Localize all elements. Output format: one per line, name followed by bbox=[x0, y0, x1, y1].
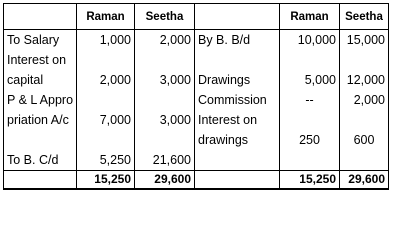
row-credit-particular: Drawings bbox=[195, 70, 280, 90]
row-credit-raman: 5,000 bbox=[280, 70, 340, 90]
header-seetha-left: Seetha bbox=[135, 4, 195, 30]
row-debit-particular: priation A/c bbox=[4, 110, 77, 130]
table-row bbox=[4, 150, 389, 171]
total-debit-raman: 15,250 bbox=[77, 171, 135, 190]
table-row bbox=[4, 30, 389, 51]
row-debit-particular: capital bbox=[4, 70, 77, 90]
total-debit-particular bbox=[4, 171, 77, 190]
header-row bbox=[4, 4, 389, 30]
table-row bbox=[4, 70, 389, 90]
table-row bbox=[4, 110, 389, 130]
row-credit-raman: -- bbox=[280, 90, 340, 110]
row-debit-raman: 1,000 bbox=[77, 30, 135, 51]
row-debit-raman bbox=[77, 50, 135, 70]
total-debit-seetha: 29,600 bbox=[135, 171, 195, 190]
row-credit-seetha: 2,000 bbox=[340, 90, 389, 110]
row-debit-seetha: 3,000 bbox=[135, 110, 195, 130]
row-credit-seetha: 600 bbox=[340, 130, 389, 150]
row-debit-raman bbox=[77, 130, 135, 150]
row-credit-seetha: 15,000 bbox=[340, 30, 389, 51]
row-debit-particular: Interest on bbox=[4, 50, 77, 70]
row-credit-seetha bbox=[340, 150, 389, 171]
row-debit-raman: 2,000 bbox=[77, 70, 135, 90]
header-particulars-left bbox=[4, 4, 77, 30]
row-debit-seetha: 21,600 bbox=[135, 150, 195, 171]
row-credit-seetha bbox=[340, 50, 389, 70]
row-credit-particular: By B. B/d bbox=[195, 30, 280, 51]
row-debit-seetha: 3,000 bbox=[135, 70, 195, 90]
total-credit-seetha: 29,600 bbox=[340, 171, 389, 190]
row-credit-particular: Interest on bbox=[195, 110, 280, 130]
row-credit-particular bbox=[195, 150, 280, 171]
row-credit-particular bbox=[195, 50, 280, 70]
row-debit-seetha bbox=[135, 50, 195, 70]
total-credit-raman: 15,250 bbox=[280, 171, 340, 190]
table-row bbox=[4, 130, 389, 150]
totals-row bbox=[4, 171, 389, 190]
row-debit-raman bbox=[77, 90, 135, 110]
ledger-table bbox=[3, 3, 389, 190]
header-particulars-right bbox=[195, 4, 280, 30]
row-credit-particular: Commission bbox=[195, 90, 280, 110]
header-seetha-right: Seetha bbox=[340, 4, 389, 30]
row-debit-particular bbox=[4, 130, 77, 150]
ledger-account-table bbox=[3, 3, 388, 190]
row-debit-seetha bbox=[135, 90, 195, 110]
row-credit-particular: drawings bbox=[195, 130, 280, 150]
row-debit-particular: To B. C/d bbox=[4, 150, 77, 171]
row-credit-raman bbox=[280, 50, 340, 70]
row-credit-seetha: 12,000 bbox=[340, 70, 389, 90]
row-credit-raman bbox=[280, 150, 340, 171]
table-row bbox=[4, 90, 389, 110]
row-debit-particular: P & L Appro bbox=[4, 90, 77, 110]
row-credit-raman: 250 bbox=[280, 130, 340, 150]
total-credit-particular bbox=[195, 171, 280, 190]
row-debit-particular: To Salary bbox=[4, 30, 77, 51]
row-debit-seetha: 2,000 bbox=[135, 30, 195, 51]
table-row bbox=[4, 50, 389, 70]
header-raman-left: Raman bbox=[77, 4, 135, 30]
row-debit-seetha bbox=[135, 130, 195, 150]
row-debit-raman: 7,000 bbox=[77, 110, 135, 130]
row-credit-seetha bbox=[340, 110, 389, 130]
header-raman-right: Raman bbox=[280, 4, 340, 30]
row-credit-raman: 10,000 bbox=[280, 30, 340, 51]
row-credit-raman bbox=[280, 110, 340, 130]
row-debit-raman: 5,250 bbox=[77, 150, 135, 171]
